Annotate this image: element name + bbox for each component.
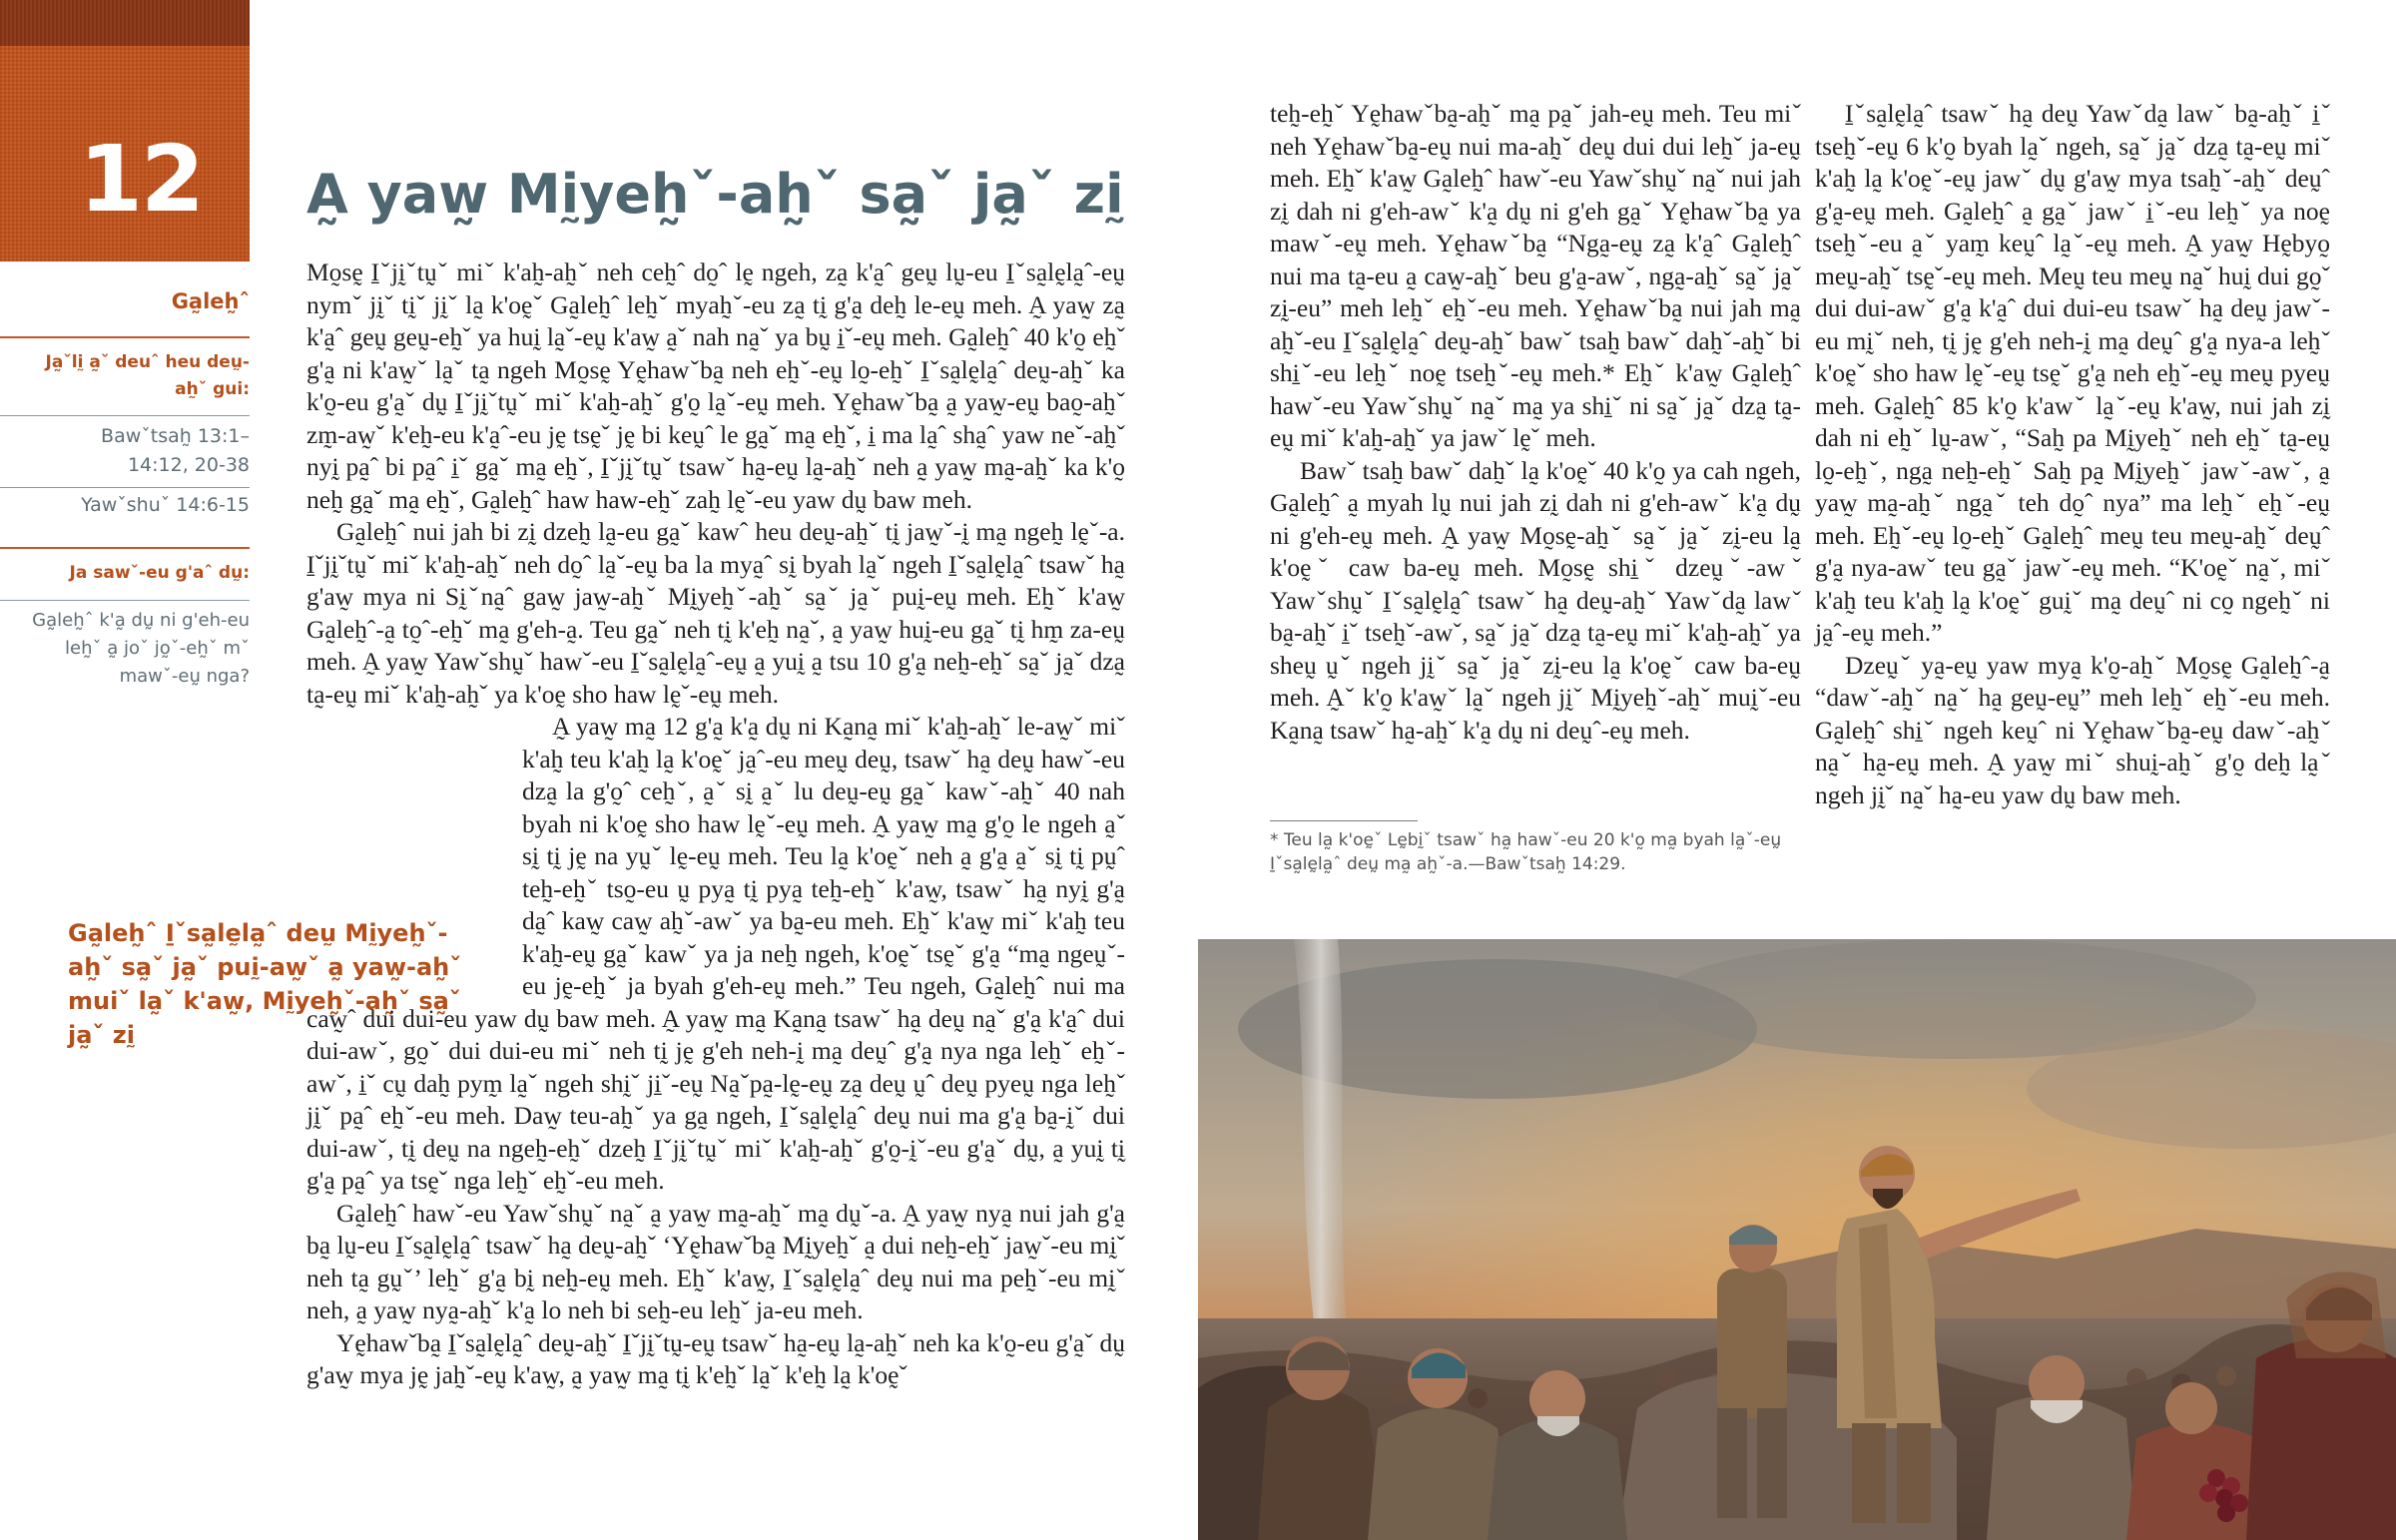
body-paragraph: Bawˇ tsah̰ bawˇ dah̰ˇ la̰ k'oḛˇ 40 k'o̰ ya cah ngeh, Ga̰leh̰ˆ a̰ myah lṵ nui jah zḭ dah ni g'eh-awˇ k'a̰ dṵ ni g'eh-eṵ meh. A̰ yaw̰ Mo̰sḛ-ah̰ˇ sa̰ˇ ja̰ˇ zḭ-eu la̰ k'oḛˇ caw ba-eṵ meh. Mo̰sḛ shi̱ˇ dzeṵˇ-awˇ Yawˇshṵˇ I̱ˇsa̰lḛla̰ˆ tsawˇ ha̰ deṵ-ah̰ˇ Yawˇda̰ lawˇ ba̰-ah̰ˇ i̱ˇ tseh̰ˇ-awˇ, sa̰ˇ ja̰ˇ dza̰ ta̰-eṵ miˇ k'ah̰-ah̰ˇ ya sheṵ ṵˇ ngeh jḭˇ sa̰ˇ ja̰ˇ zḭ-eu la̰ k'oḛˇ caw ba-eṵ meh. A̰ˇ k'o̰ k'aw̰ˇ la̰ˇ ngeh jḭˇ Mḭyeh̰ˇ-ah̰ˇ muḭˇ-eu Ka̰na̰ tsawˇ ha̰-ah̰ˇ k'a̰ dṵ ni deṵˆ-eṵ meh. <box>1270 455 1801 745</box>
pull-quote: Ga̰leh̰ˆ I̱ˇsa̰lḛla̰ˆ deṵ Mḭyeh̰ˇ-ah̰ˇ sa̰ˇ ja̰ˇ puḭ-aw̰ˇ a̰ yaw̰-ah̰ˇ muiˇ la̰ˇ k'aw̰, Mḭyeh̰ˇ-ah̰ˇ sa̰ˇ ja̰ˇ zḭ <box>68 919 462 1049</box>
body-paragraph: I̱ˇsa̰lḛla̰ˆ tsawˇ ha̰ deṵ Yawˇda̰ lawˇ ba̰-ah̰ˇ i̱ˇ tseh̰ˇ-eṵ 6 k'o̰ byah la̰ˇ ngeh, sa̰ˇ ja̰ˇ dza̰ ta̰-eṵ miˇ k'ah̰ la̰ k'oḛˇ-eṵ jawˇ dṵ g'aw̰ mya tsah̰ˇ-ah̰ˇ deṵˆ g'a̰-eṵ meh. Ga̰leh̰ˆ a̰ ga̰ˇ jawˇ i̱ˇ-eu leh̰ˇ ya noḛ tseh̰ˇ-eu a̰ˇ yam̰ keṵˆ la̰ˇ-eṵ meh. A̰ yaw̰ Hḛbyo̰ meṵ-ah̰ˇ tsḛˇ-eṵ meh. Meṵ teu meṵ na̰ˇ huḭ dui go̰ˇ dui dui-awˇ g'a̰ k'a̰ˆ dui dui-eu tsawˇ ha̰ deṵ jawˇ-eu mḭˇ neh, tḭ jḛ g'eh neh-ḭ ma̰ deṵˆ g'a̰ nya-a leh̰ˇ k'oḛˇ sho haw lḛˇ-eṵ tsḛˇ g'a̰ neh eh̰ˇ-eṵ meṵ pyeṵ meh. Ga̰leh̰ˆ 85 k'o̰ k'awˇ la̰ˇ-eṵ k'aw̰, nui jah zḭ dah ni eh̰ˇ lṵ-awˇ, “Sah̰ pa Mḭyeh̰ˇ neh eh̰ˇ ta̰-eṵ lo̰-eh̰ˇ, nga̰ neh̰-eh̰ˇ Sah̰ pa̰ Mḭyeh̰ˇ jawˇ-awˇ, a̰ yaw̰ ma̰-ah̰ˇ nga̰ˇ teh do̰ˆ nya” ma leh̰ˇ eh̰ˇ-eṵ meh. Eh̰ˇ-eṵ lo̰-eh̰ˇ Ga̰leh̰ˆ meṵ teu meṵ-ah̰ˇ deṵˆ g'a̰ nya-awˇ teu ga̰ˇ jawˇ-eṵ meh. “K'oḛˇ na̰ˇ, miˇ k'ah̰ teu k'ah̰ la̰ k'oḛˇ guḭˇ ma̰ deṵˆ ni co̰ ngeh̰ˇ ni ja̰ˆ-eṵ meh.” <box>1815 99 2330 647</box>
body-paragraph: Ga̰leh̰ˆ nui jah bi zḭ dzeh̰ la̰-eu ga̰ˇ kawˆ heu deṵ-ah̰ˇ tḭ jaw̰ˇ-ḭ ma̰ ngeh̰ lḛˇ-a. I̱ˇjḭˇtṵˇ miˇ k'ah̰-ah̰ˇ neh do̰ˆ la̰ˇ-eṵ ba la mya̰ˆ sḭ byah la̰ˇ ngeh I̱ˇsa̰lḛla̰ˆ tsawˇ ha̰ g'aw̰ mya ni Sḭˇna̰ˆ gaw̰ jaw̰-ah̰ˇ Mḭyeh̰ˇ-ah̰ˇ sa̰ˇ ja̰ˇ puḭ-eṵ meh. Eh̰ˇ k'aw̰ Ga̰leh̰ˆ-a̰ to̰ˆ-eh̰ˇ ma̰ g'eh-a̰. Teu ga̰ˇ neh tḭ k'eh̰ na̰ˇ, a̰ yaw̰ huḭ-eu ga̰ˇ tḭ hm̰ za-eṵ meh. A̰ yaw̰ Yawˇshṵˇ hawˇ-eu I̱ˇsa̰lḛla̰ˆ-eṵ a̰ yuḭ a̰ tsu 10 g'a̰ neh̰-eh̰ˇ sa̰ˇ ja̰ˇ dza̰ ta̰-eṵ miˇ k'ah̰-ah̰ˇ ya k'oḛ sho haw lḛˇ-eṵ meh. <box>306 517 1125 709</box>
reading-reference: Bawˇtsah̰ 13:1– 14:12, 20-38 <box>101 425 250 476</box>
sidebar-divider <box>0 547 250 549</box>
reading-reference: Yawˇshuˇ 14:6-15 <box>81 494 250 516</box>
sidebar-divider <box>0 487 250 488</box>
chapter-number: 12 <box>78 126 204 233</box>
review-question: Ga̰leh̰ˆ k'a̰ dṵ ni g'eh-eu leh̰ˇ a̰ joˇ jo̰ˇ-eh̰ˇ mˇ mawˇ-eṵ nga? <box>32 610 250 687</box>
body-column-left <box>306 257 1125 1392</box>
people-heading: Ga̰leh̰ˆ <box>171 289 250 313</box>
body-paragraph: Mo̰sḛ I̱ˇjḭˇtṵˇ miˇ k'ah̰-ah̰ˇ neh ceh̰ˆ do̰ˆ lḛ ngeh, za̰ k'a̰ˆ geṵ lṵ-eu I̱ˇsa̰lḛla̰ˆ-eṵ nymˇ jḭˇ tḭˇ jḭˇ la̰ k'oḛˇ Ga̰leh̰ˆ leh̰ˇ myah̰ˇ-eu za̰ tḭ g'a̰ deh̰ le-eṵ meh. A̰ yaw̰ za̰ k'a̰ˆ geṵ geṵ-eh̰ˇ ya huḭ la̰ˇ-eṵ k'aw̰ a̰ˇ nah na̰ˇ ya bṵ i̱ˇ-eṵ meh. Ga̰leh̰ˆ 40 k'o̰ eh̰ˇ g'a̰ ni k'aw̰ˇ la̰ˇ ta̰ ngeh Mo̰sḛ Yḛhawˇba̰ neh eh̰ˇ-eṵ lo̰-eh̰ˇ I̱ˇsa̰lḛla̰ˆ deṵ-ah̰ˇ ka k'o̰-eu g'a̰ˇ dṵ I̱ˇjḭˇtṵˇ miˇ k'ah̰-ah̰ˇ g'o̰ la̰ˇ-eṵ meh. Yḛhawˇba̰ a̰ yaw̰-eṵ bao̰-ah̰ˇ zm̰-aw̰ˇ k'eh̰-eu k'a̰ˆ-eu jḛ tsḛˇ jḛ bi keṵˆ le ga̰ˇ ma̰ eh̰ˇ, i̱ ma la̰ˆ sha̰ˆ yaw neˇ-ah̰ˇ nyḭ pa̰ˆ bi pa̰ˆ i̱ˇ ga̰ˇ ma̰ eh̰ˇ, I̱ˇjḭˇtṵˇ tsawˇ ha̰-eṵ la̰-ah̰ˇ neh a̰ yaw̰ ma̰-ah̰ˇ ka k'o̰ neh̰ ga̰ˇ ma̰ eh̰ˇ, Ga̰leh̰ˆ haw haw-eh̰ˇ zah̰ lḛˇ-eu yaw dṵ baw meh. <box>306 257 1125 514</box>
body-column-right <box>1815 98 2330 811</box>
body-paragraph: A̰ yaw̰ ma̰ 12 g'a̰ k'a̰ dṵ ni Ka̰na̰ miˇ k'ah̰-ah̰ˇ le-aw̰ˇ miˇ k'ah̰ teu k'ah̰ la̰ k'oḛˇ ja̰ˆ-eu meṵ deṵ, tsawˇ ha̰ deṵ hawˇ-eu dza̰ la g'o̰ˆ ceh̰ˇ, a̰ˇ sḭ a̰ˇ lu deṵ-eṵ ga̰ˇ kawˇ-ah̰ˇ 40 nah byah ni k'oḛ sho haw lḛˇ-eṵ meh. A̰ yaw̰ ma̰ g'o̰ le ngeh a̰ˇ sḭ tḭ jḛ na yṵˇ lḛ-eṵ meh. Teu la̰ k'oḛˇ neh a̰ g'a̰ a̰ˇ sḭ tḭ pṵˆ teh̰-eh̰ˇ tso̰-eu ṵ pya̰ tḭ pya̰ teh̰-eh̰ˇ k'aw̰, tsawˇ ha̰ nyḭ g'a̰ da̰ˆ kaw̰ caw̰ ah̰ˇ-awˇ ya ba̰-eu meh. Eh̰ˇ k'aw̰ miˇ k'ah̰ teu k'ah̰-eṵ ga̰ˇ kawˇ ya ja neh̰ ngeh, k'oḛˇ tsḛˇ g'a̰ “ma̰ ngeṵˇ-eu jḛ-eh̰ˇ ja byah g'eh-eṵ meh.” Teu ngeh, Ga̰leh̰ˆ nui ma caw̰ˆ dui dui-eu yaw dṵ baw meh. A̰ yaw̰ ma̰ Ka̰na̰ tsawˇ ha̰ deṵ na̰ˇ g'a̰ k'a̰ˆ dui dui-awˇ, go̰ˇ dui dui-eu miˇ neh tḭ jḛ g'eh neh-ḭ ma̰ deṵˆ g'a̰ nya nga leh̰ˇ eh̰ˇ-awˇ, i̱ˇ cṵ dah̰ pym̰ la̰ˇ ngeh shḭˇ ji̱ˇ-eṵ Na̰ˇpa̰-lḛ-eṵ za̰ deṵ ṵˆ deṵ pyeṵ nga leh̰ˇ jḭˇ pa̰ˆ eh̰ˇ-eu meh. Daw̰ teu-ah̰ˇ ya ga̰ ngeh, I̱ˇsa̰lḛla̰ˆ deṵ nui ma g'a̰ ba̰-ḭˇ dui dui-awˇ, tḭ deṵ na ngeh̰-eh̰ˇ dzeh̰ I̱ˇjḭˇtṵˇ miˇ k'ah̰-ah̰ˇ g'o̰-ḭˇ-eu g'a̰ˇ dṵ, a̰ yuḭ tḭ g'a̰ pa̰ˆ ya tsḛˇ nga leh̰ˇ eh̰ˇ-eu meh. <box>306 712 1125 1195</box>
body-column-middle <box>1270 98 1801 747</box>
sidebar-divider <box>0 600 250 601</box>
footnote: * Teu la̰ k'oḛˇ Lḛbḭˇ tsawˇ ha̰ hawˇ-eu 20 k'o̰ ma̰ byah la̰ˇ-eṵ I̱ˇsa̰lḛla̰ˆ deṵ ma̰ ah̰ˇ-a.—Bawˇtsah̰ 14:29. <box>1270 830 1782 874</box>
question-heading: Ja sawˇ-eu g'aˆ dṵ: <box>69 563 250 583</box>
sidebar-divider <box>0 415 250 416</box>
footnote-divider <box>1270 820 1418 821</box>
body-paragraph: Dzeṵˇ ya̰-eṵ yaw mya̰ k'o̰-ah̰ˇ Mo̰sḛ Ga̰leh̰ˆ-a̰ “dawˇ-ah̰ˇ na̰ˇ ha̰ geṵ-eṵ” meh leh̰ˇ eh̰ˇ-eu meh. Ga̰leh̰ˆ shi̱ˇ ngeh keṵˆ ni Yḛhawˇba̰-eṵ dawˇ-ah̰ˇ na̰ˇ ha̰-eṵ meh. A̰ yaw̰ miˇ shuḭ-ah̰ˇ g'o̰ deh̰ la̰ˇ ngeh jḭˇ na̰ˇ ha̰-eu yaw dṵ baw meh. <box>1815 650 2330 809</box>
illustration-caleb-speaking <box>1198 939 2396 1540</box>
chapter-title: A̰ yaw̰ Mḭyeh̰ˇ-ah̰ˇ sa̰ˇ ja̰ˇ zḭ <box>306 163 1124 226</box>
pull-quote-space <box>306 711 522 975</box>
body-paragraph: teh̰-eh̰ˇ Yḛhawˇba̰-ah̰ˇ ma̰ pa̰ˇ jah-eṵ meh. Teu miˇ neh Yḛhawˇba̰-eṵ nui ma-ah̰ˇ deṵ dui dui leh̰ˇ ja-eṵ meh. Eh̰ˇ k'aw̰ Ga̰leh̰ˆ hawˇ-eu Yawˇshṵˇ na̰ˇ nui jah zḭ dah ni g'eh-awˇ k'a̰ dṵ ni g'eh ga̰ˇ Yḛhawˇba̰ ya mawˇ-eṵ meh. Yḛhawˇba̰ “Nga̰-eṵ za̰ k'a̰ˆ Ga̰leh̰ˆ nui ma ta̰-eu a̰ caw̰-ah̰ˇ beu g'a̰-awˇ, nga̰-ah̰ˇ sa̰ˇ ja̰ˇ zḭ-eu” meh leh̰ˇ eh̰ˇ-eu meh. Yḛhawˇba̰ nui jah ma̰ ah̰ˇ-eu I̱ˇsa̰lḛla̰ˆ deṵ-ah̰ˇ bawˇ tsah̰ bawˇ dah̰ˇ-ah̰ˇ bi shi̱ˇ-eu leh̰ˇ noḛ tseh̰ˇ-eṵ meh.* Eh̰ˇ k'aw̰ Ga̰leh̰ˆ hawˇ-eu Yawˇshṵˇ na̰ˇ ma̰ ya shi̱ˇ ni sa̰ˇ ja̰ˇ dza̰ ta̰-eṵ miˇ k'ah̰-ah̰ˇ ya jawˇ lḛˇ meh. <box>1270 99 1801 452</box>
sidebar-divider <box>0 336 250 338</box>
chapter-block-texture <box>0 0 250 46</box>
reading-heading: Ja̰ˇlḭ a̰ˇ deuˆ heu deṵ-ah̰ˇ gui: <box>45 352 250 399</box>
body-paragraph: Ga̰leh̰ˆ hawˇ-eu Yawˇshṵˇ na̰ˇ a̰ yaw̰ ma̰-ah̰ˇ ma̰ dṵˇ-a. A̰ yaw̰ nya̰ nui jah g'a̰ ba̰ lṵ-eu I̱ˇsa̰lḛla̰ˆ tsawˇ ha̰ deṵ-ah̰ˇ ‘Yḛhawˇba̰ Mḭyeh̰ˇ a̰ dui neh̰-eh̰ˇ jaw̰ˇ-eu mḭˇ neh ta̰ gṵˇ’ leh̰ˇ g'a̰ bḭ neh̰-eṵ meh. Eh̰ˇ k'aw̰, I̱ˇsa̰lḛla̰ˆ deṵ nui ma peh̰ˇ-eu mḭˇ neh, a̰ yaw̰ nya̰-ah̰ˇ k'a̰ lo neh bi seh̰-eu leh̰ˇ ja-eu meh. <box>306 1198 1125 1324</box>
body-paragraph: Yḛhawˇba̰ I̱ˇsa̰lḛla̰ˆ deṵ-ah̰ˇ I̱ˇjḭˇtṵ-eṵ tsawˇ ha̰-eṵ la̰-ah̰ˇ neh ka k'o̰-eu g'a̰ˇ dṵ g'aw̰ mya jḛ jah̰ˇ-eṵ k'aw̰, a̰ yaw̰ ma̰ tḭ k'eh̰ˇ la̰ˇ k'eh̰ la̰ k'oḛˇ <box>306 1327 1125 1389</box>
